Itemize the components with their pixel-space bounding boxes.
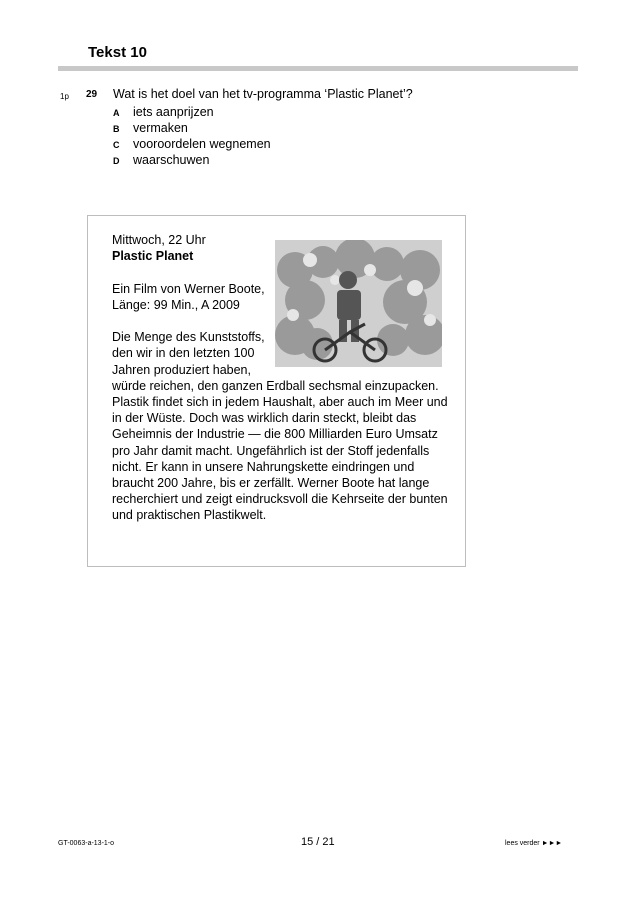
question-number: 29	[86, 89, 98, 100]
option-letter: D	[113, 156, 120, 166]
section-title: Tekst 10	[88, 44, 147, 61]
broadcast-time: Mittwoch, 22 Uhr	[112, 233, 206, 247]
option-letter: B	[113, 124, 120, 134]
film-photo	[275, 240, 442, 367]
header-rule	[58, 66, 578, 71]
option-text: iets aanprijzen	[133, 105, 214, 119]
question-points: 1p	[60, 92, 69, 101]
question-text: Wat is het doel van het tv-programma ‘Plastic Planet’?	[113, 87, 413, 101]
option-letter: A	[113, 108, 120, 118]
page-number: 15 / 21	[301, 836, 335, 848]
option-d	[113, 152, 271, 168]
option-text: waarschuwen	[133, 153, 210, 167]
option-a	[113, 104, 271, 120]
continue-note: lees verder ►►►	[505, 840, 563, 847]
option-text: vooroordelen wegnemen	[133, 137, 271, 151]
option-c	[113, 136, 271, 152]
film-title: Plastic Planet	[112, 249, 194, 264]
film-credits: Ein Film von Werner Boote, Länge: 99 Min., A 2009	[112, 281, 265, 312]
answer-options	[113, 104, 271, 168]
option-b	[113, 120, 271, 136]
article	[112, 232, 457, 540]
article-body: Die Menge des Kunststoffs, den wir in den letzten 100 Jahren produziert haben, würde reichen, den ganzen Erdball sechsmal einzupacken. Plastik findet sich in jedem Haushalt, aber auch im Meer und in der Wüste. Doch was wirklich darin steckt, bleibt das Geheimnis der Industrie — die 800 Milliarden Euro Umsatz pro Jahr damit macht. Ungefährlich ist der Stoff jedenfalls nicht. Er kann in unsere Nahrungskette eindringen und braucht 200 Jahre, bis er zerfällt. Werner Boote hat lange recherchiert und zeigt eindrucksvoll die Kehrseite der bunten und praktischen Plastikwelt.	[112, 330, 448, 523]
option-letter: C	[113, 140, 120, 150]
exam-code: GT-0063-a-13-1-o	[58, 840, 115, 847]
option-text: vermaken	[133, 121, 188, 135]
